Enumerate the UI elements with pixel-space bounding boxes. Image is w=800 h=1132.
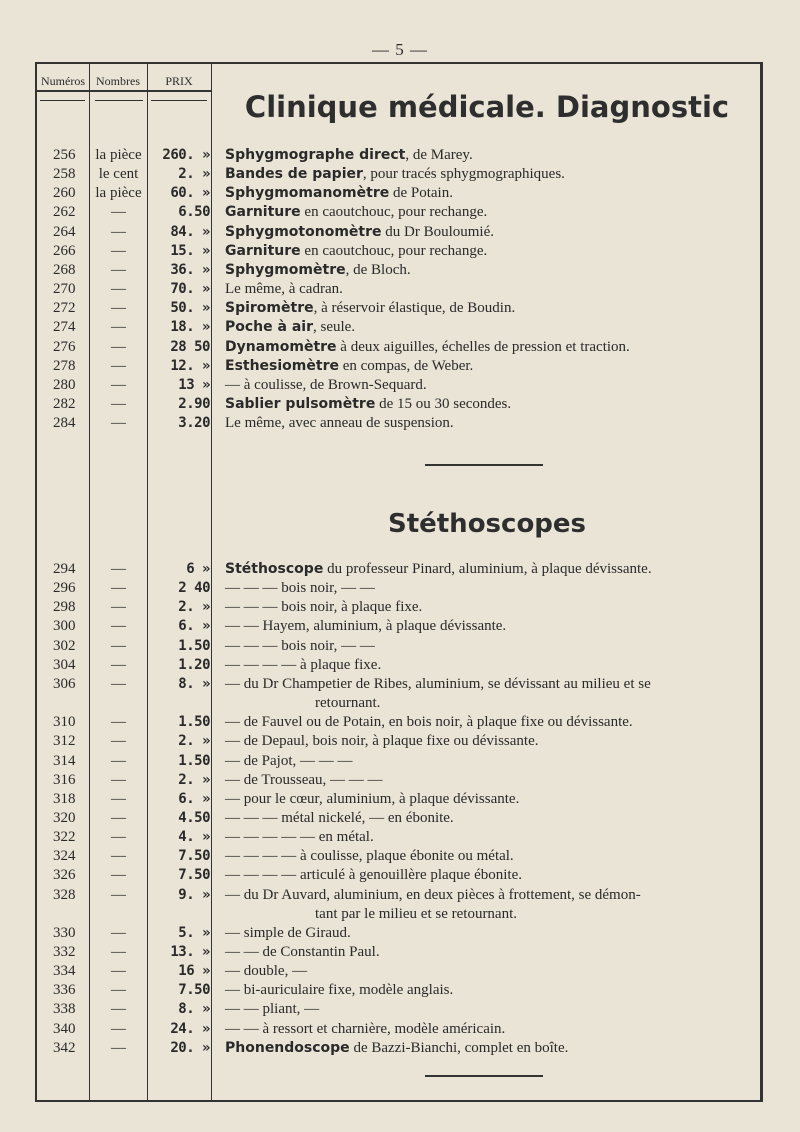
section-separator: [425, 464, 543, 466]
item-description: [225, 1020, 750, 1039]
table-header: [35, 62, 211, 92]
item-number: 258: [53, 166, 76, 183]
item-price: 84. »: [170, 223, 210, 240]
item-quantity: —: [111, 1020, 126, 1037]
item-price: 2.90: [178, 395, 210, 412]
item-number: 310: [53, 714, 76, 731]
item-number: 256: [53, 147, 76, 163]
item-name: Sphygmomètre: [225, 261, 346, 278]
section-title-clinique: Clinique médicale. Diagnostic: [244, 90, 730, 124]
item-price: 6.50: [178, 204, 210, 221]
item-quantity: —: [111, 944, 126, 960]
item-price: 13 »: [178, 376, 210, 393]
item-number: 328: [53, 886, 76, 903]
item-number: 332: [53, 944, 76, 960]
item-quantity: —: [111, 752, 126, 769]
item-detail-continuation: tant par le milieu et se retournant.: [315, 905, 518, 922]
page-number: — 5 —: [372, 40, 428, 59]
item-quantity: —: [111, 924, 126, 941]
item-quantity: —: [111, 261, 126, 278]
item-description: [225, 414, 750, 433]
table-row: [35, 395, 763, 414]
item-price: 7.50: [178, 867, 210, 884]
item-price: 28 50: [170, 338, 210, 355]
item-number: 278: [53, 357, 76, 374]
item-quantity: —: [111, 395, 126, 412]
item-number: 300: [53, 618, 76, 635]
item-quantity: —: [111, 771, 126, 788]
item-price: 15. »: [170, 242, 210, 259]
table-row: [35, 203, 763, 222]
item-description: [225, 579, 750, 598]
table-row: [35, 847, 763, 866]
item-description: [225, 790, 750, 809]
item-detail: — de Pajot, — — —: [225, 752, 353, 769]
item-detail: — à coulisse, de Brown-Sequard.: [225, 376, 427, 393]
item-quantity: —: [111, 656, 126, 673]
item-detail: — — — — — en métal.: [225, 829, 374, 846]
table-row: [35, 752, 763, 771]
table-row: [35, 981, 763, 1000]
item-name: Sphygmomanomètre: [225, 185, 390, 202]
header-prix: PRIX: [165, 74, 193, 88]
item-description: [225, 203, 750, 222]
item-detail: — — — — à coulisse, plaque ébonite ou métal.: [225, 848, 514, 865]
item-number: 330: [53, 924, 76, 941]
item-detail: — — — bois noir, — —: [225, 637, 375, 654]
item-detail: du professeur Pinard, aluminium, à plaque dévissante.: [323, 561, 652, 577]
item-price: 36. »: [170, 261, 210, 278]
table-row: [35, 1039, 763, 1058]
item-description: [225, 560, 750, 579]
item-price: 4.50: [178, 809, 210, 826]
item-description: [225, 943, 750, 962]
item-number: 318: [53, 790, 76, 807]
table-row: [35, 656, 763, 675]
item-quantity: —: [111, 618, 126, 635]
item-detail: — — à ressort et charnière, modèle américain.: [225, 1020, 506, 1037]
table-row: [35, 866, 763, 885]
item-quantity: —: [111, 223, 126, 240]
item-price: 1.50: [178, 714, 210, 731]
table-row: [35, 637, 763, 656]
item-detail: — du Dr Auvard, aluminium, en deux pièces à frottement, se démon-: [225, 886, 641, 903]
item-number: 314: [53, 752, 76, 769]
item-detail: à deux aiguilles, échelles de pression et traction.: [336, 338, 630, 355]
item-number: 338: [53, 1001, 76, 1018]
item-description: [225, 732, 750, 751]
item-price: 2. »: [178, 733, 210, 750]
item-price: 1.50: [178, 637, 210, 654]
item-quantity: —: [111, 675, 126, 692]
item-number: 262: [53, 204, 76, 221]
item-quantity: —: [111, 561, 126, 577]
table-row: [35, 146, 763, 165]
table-row: [35, 280, 763, 299]
table-row: [35, 617, 763, 636]
item-name: Esthesiomètre: [225, 357, 339, 374]
item-number: 264: [53, 223, 76, 240]
item-price: 3.20: [178, 415, 210, 432]
item-number: 280: [53, 376, 76, 393]
item-detail-continuation: retournant.: [315, 694, 381, 711]
item-price: 5. »: [178, 924, 210, 941]
item-description: [225, 165, 750, 184]
item-price: 2 40: [178, 580, 210, 597]
item-number: 270: [53, 281, 76, 298]
item-detail: — de Depaul, bois noir, à plaque fixe ou dévissante.: [225, 733, 539, 750]
item-price: 9. »: [178, 886, 210, 903]
item-price: 6. »: [178, 790, 210, 807]
item-quantity: —: [111, 886, 126, 903]
item-quantity: le cent: [98, 166, 139, 183]
item-detail: Le même, avec anneau de suspension.: [225, 415, 454, 432]
item-name: Phonendoscope: [225, 1039, 350, 1056]
table-row: [35, 732, 763, 751]
item-description: [225, 261, 750, 280]
item-number: 312: [53, 733, 76, 750]
item-detail: — pour le cœur, aluminium, à plaque dévissante.: [225, 790, 520, 807]
item-quantity: —: [111, 790, 126, 807]
table-row: [35, 357, 763, 376]
item-price: 8. »: [178, 675, 210, 692]
item-number: 304: [53, 656, 76, 673]
item-name: Sphygmotonomètre: [225, 223, 382, 240]
item-quantity: la pièce: [95, 147, 142, 163]
item-description: [225, 656, 750, 675]
item-quantity: —: [111, 1039, 126, 1056]
item-detail: — bi-auriculaire fixe, modèle anglais.: [225, 982, 454, 999]
item-number: 302: [53, 637, 76, 654]
section-title-stethoscopes: Stéthoscopes: [387, 509, 587, 539]
table-row: [35, 579, 763, 598]
item-description: [225, 752, 750, 771]
item-detail: — du Dr Champetier de Ribes, aluminium, se dévissant au milieu et se: [225, 675, 651, 692]
item-number: 274: [53, 319, 76, 336]
table-row: [35, 560, 763, 579]
item-name: Poche à air: [225, 319, 313, 336]
item-name: Spiromètre: [225, 300, 314, 317]
item-description: [225, 280, 750, 299]
item-quantity: —: [111, 809, 126, 826]
item-quantity: —: [111, 580, 126, 597]
item-name: Garniture: [225, 242, 301, 259]
item-number: 282: [53, 395, 76, 412]
item-quantity: —: [111, 242, 126, 259]
item-description: [225, 376, 750, 395]
table-row: [35, 771, 763, 790]
item-description: [225, 675, 750, 713]
item-detail: — — de Constantin Paul.: [225, 944, 380, 960]
table-row: [35, 943, 763, 962]
item-detail: — — — bois noir, à plaque fixe.: [225, 599, 423, 616]
item-price: 16 »: [178, 963, 210, 980]
item-price: 7.50: [178, 982, 210, 999]
item-description: [225, 771, 750, 790]
table-row: [35, 713, 763, 732]
table-row: [35, 223, 763, 242]
item-quantity: —: [111, 357, 126, 374]
item-quantity: —: [111, 714, 126, 731]
table-row: [35, 165, 763, 184]
item-price: 12. »: [170, 357, 210, 374]
table-row: [35, 376, 763, 395]
item-price: 24. »: [170, 1020, 210, 1037]
table-row: [35, 962, 763, 981]
item-price: 13. »: [170, 944, 210, 960]
item-description: [225, 886, 750, 924]
item-quantity: —: [111, 963, 126, 980]
item-number: 276: [53, 338, 76, 355]
table-row: [35, 924, 763, 943]
item-detail: en caoutchouc, pour rechange.: [300, 242, 488, 259]
item-description: [225, 357, 750, 376]
item-quantity: —: [111, 637, 126, 654]
item-description: [225, 962, 750, 981]
item-quantity: —: [111, 319, 126, 336]
item-quantity: —: [111, 1001, 126, 1018]
item-number: 306: [53, 675, 76, 692]
item-price: 6 »: [186, 561, 210, 577]
table-row: [35, 809, 763, 828]
item-number: 260: [53, 185, 76, 202]
item-quantity: —: [111, 599, 126, 616]
item-description: [225, 809, 750, 828]
item-quantity: la pièce: [95, 185, 142, 202]
header-nombres: Nombres: [96, 74, 140, 88]
item-name: Stéthoscope: [225, 561, 324, 577]
item-detail: , pour tracés sphygmographiques.: [362, 166, 565, 183]
item-price: 50. »: [170, 300, 210, 317]
table-row: [35, 261, 763, 280]
item-description: [225, 981, 750, 1000]
item-quantity: —: [111, 867, 126, 884]
item-price: 2. »: [178, 166, 210, 183]
item-price: 1.50: [178, 752, 210, 769]
table-row: [35, 886, 763, 924]
item-description: [225, 223, 750, 242]
item-description: [225, 184, 750, 203]
item-number: 272: [53, 300, 76, 317]
item-detail: en caoutchouc, pour rechange.: [300, 204, 488, 221]
item-number: 294: [53, 561, 76, 577]
item-description: [225, 713, 750, 732]
item-number: 326: [53, 867, 76, 884]
item-description: [225, 338, 750, 357]
item-detail: — de Fauvel ou de Potain, en bois noir, à plaque fixe ou dévissante.: [225, 714, 633, 731]
item-description: [225, 847, 750, 866]
item-quantity: —: [111, 829, 126, 846]
item-price: 4. »: [178, 829, 210, 846]
table-row: [35, 675, 763, 713]
item-number: 342: [53, 1039, 76, 1056]
item-detail: , de Marey.: [405, 147, 473, 163]
item-detail: de 15 ou 30 secondes.: [375, 395, 512, 412]
item-detail: du Dr Bouloumié.: [381, 223, 494, 240]
item-number: 316: [53, 771, 76, 788]
item-quantity: —: [111, 376, 126, 393]
item-detail: , de Bloch.: [345, 261, 411, 278]
item-detail: — simple de Giraud.: [225, 924, 351, 941]
item-description: [225, 598, 750, 617]
item-detail: Le même, à cadran.: [225, 281, 343, 298]
item-description: [225, 924, 750, 943]
item-quantity: —: [111, 204, 126, 221]
table-row: [35, 242, 763, 261]
item-number: 266: [53, 242, 76, 259]
item-quantity: —: [111, 848, 126, 865]
item-detail: — — — — articulé à genouillère plaque ébonite.: [225, 867, 522, 884]
item-number: 334: [53, 963, 76, 980]
item-description: [225, 299, 750, 318]
item-quantity: —: [111, 982, 126, 999]
item-number: 284: [53, 415, 76, 432]
table-row: [35, 338, 763, 357]
table-row: [35, 828, 763, 847]
item-description: [225, 146, 750, 165]
header-underline: [95, 100, 143, 101]
item-detail: , à réservoir élastique, de Boudin.: [313, 300, 516, 317]
item-description: [225, 1000, 750, 1019]
table-row: [35, 598, 763, 617]
item-detail: — — — métal nickelé, — en ébonite.: [225, 809, 454, 826]
item-price: 18. »: [170, 319, 210, 336]
header-underline: [151, 100, 207, 101]
item-price: 2. »: [178, 599, 210, 616]
item-number: 296: [53, 580, 76, 597]
item-description: [225, 828, 750, 847]
item-detail: — — — — à plaque fixe.: [225, 656, 382, 673]
item-description: [225, 318, 750, 337]
item-number: 268: [53, 261, 76, 278]
item-description: [225, 395, 750, 414]
table-row: [35, 318, 763, 337]
item-description: [225, 242, 750, 261]
item-quantity: —: [111, 300, 126, 317]
table-row: [35, 184, 763, 203]
item-detail: de Potain.: [389, 185, 453, 202]
item-description: [225, 637, 750, 656]
item-price: 70. »: [170, 281, 210, 298]
item-detail: en compas, de Weber.: [338, 357, 474, 374]
item-number: 298: [53, 599, 76, 616]
item-detail: , seule.: [313, 319, 356, 336]
item-detail: — double, —: [225, 963, 308, 980]
table-row: [35, 790, 763, 809]
item-description: [225, 1039, 750, 1058]
item-number: 324: [53, 848, 76, 865]
item-price: 7.50: [178, 848, 210, 865]
item-description: [225, 866, 750, 885]
item-quantity: —: [111, 281, 126, 298]
item-name: Sablier pulsomètre: [225, 395, 376, 412]
item-detail: — — pliant, —: [225, 1001, 320, 1018]
item-number: 320: [53, 809, 76, 826]
item-price: 20. »: [170, 1039, 210, 1056]
table-row: [35, 1020, 763, 1039]
item-detail: — — Hayem, aluminium, à plaque dévissante.: [225, 618, 507, 635]
table-row: [35, 414, 763, 433]
table-row: [35, 299, 763, 318]
item-detail: de Bazzi-Bianchi, complet en boîte.: [349, 1039, 569, 1056]
item-detail: — — — bois noir, — —: [225, 580, 375, 597]
item-number: 322: [53, 829, 76, 846]
item-name: Sphygmographe direct: [225, 147, 406, 163]
item-price: 60. »: [170, 185, 210, 202]
item-number: 340: [53, 1020, 76, 1037]
header-underline: [40, 100, 85, 101]
item-detail: — de Trousseau, — — —: [225, 771, 383, 788]
item-price: 6. »: [178, 618, 210, 635]
header-numeros: Numéros: [41, 74, 85, 88]
table-row: [35, 1000, 763, 1019]
item-price: 260. »: [162, 147, 210, 163]
item-name: Dynamomètre: [225, 338, 337, 355]
item-name: Bandes de papier: [225, 166, 363, 183]
section-separator: [425, 1075, 543, 1077]
item-price: 1.20: [178, 656, 210, 673]
item-price: 8. »: [178, 1001, 210, 1018]
item-number: 336: [53, 982, 76, 999]
item-quantity: —: [111, 733, 126, 750]
item-name: Garniture: [225, 204, 301, 221]
item-price: 2. »: [178, 771, 210, 788]
item-quantity: —: [111, 415, 126, 432]
item-description: [225, 617, 750, 636]
item-quantity: —: [111, 338, 126, 355]
